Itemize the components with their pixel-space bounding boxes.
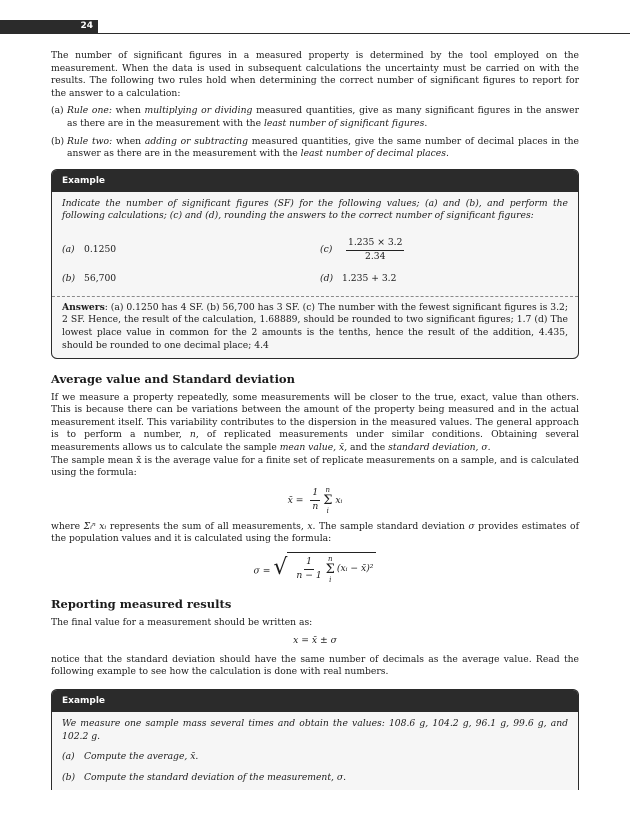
page-number-tab: [0, 20, 98, 34]
mean-formula: x̄ = $\frac{1}{n}$ n Σ i xᵢ: [287, 485, 343, 515]
rule-one-label: (a): [51, 105, 64, 117]
page-content: [51, 50, 579, 790]
rule-one: (a) Rule one: when multiplying or dividing measured quantities, give as many significant figures in the answer as there are in the measurement with the least number of significant figures.: [51, 105, 579, 129]
item-a: (a) 0.1250: [62, 243, 117, 255]
example-box-2: [51, 689, 579, 790]
item-b: (b) 56,700: [62, 273, 117, 285]
rule-two: (b) Rule two: when adding or subtracting measured quantities, give the same number of decimal places in the answer as there are in the measurement with the least number of decimal places.: [51, 135, 579, 160]
sum-symbol: n Σ i: [323, 485, 333, 515]
answers-text: Answers: (a) 0.1250 has 4 SF. (b) 56,700 has 3 SF. (c) The number with the fewest significant figures is 3.2; 2 SF. Hence, the result of the calculation, 1.68889, should be rounded to two significant figures; 1.7 (d) The lowest place value in common for the 2 amounts is the tenths, hence the result of the addition, 4.435, should be rounded to one decimal place; 4.4: [62, 301, 568, 351]
rule-one-name: Rule one:: [67, 105, 112, 117]
example2-header: Example: [52, 690, 578, 712]
example2-item-b: (b) Compute the standard deviation of the measurement, σ.: [62, 771, 347, 783]
section1-paragraph3: where Σᵢⁿ xᵢ represents the sum of all measurements, x. The sample standard deviation σ provides estimates of the population values and it is calculated using the formula:: [51, 520, 579, 545]
example2-item-a: (a) Compute the average, x̄.: [62, 751, 199, 763]
section2-paragraph1: The final value for a measurement should be written as:: [51, 616, 313, 628]
rule-two-label: (b): [51, 135, 65, 147]
section2-paragraph2: notice that the standard deviation should have the same number of decimals as the average value. Read the following example to see how the calculation is done with real numbers.: [51, 653, 579, 678]
square-root: √ $\frac{1}{n - 1}$ n Σ i (xᵢ − x̄)²: [273, 552, 376, 584]
header-rule: [98, 33, 630, 34]
page-number: 24: [80, 21, 93, 31]
item-c: (c) $\frac{1.235 \times 3.2}{2.34}$: [320, 236, 403, 262]
std-dev-formula: σ = √ $\frac{1}{n - 1}$ n Σ i (xᵢ − x̄)²: [51, 552, 579, 584]
section1-paragraph1: If we measure a property repeatedly, some measurements will be closer to the true, exact, value than others. This is because there can be variations between the amount of the property being measured and in the actual measurement itself. This variability contributes to the dispersion in the measured values. The general approach is to perform a number, n, of replicated measurements under similar conditions. Obtaining several measurements allows us to calculate the sample mean value, x̄, and the standard deviation, σ.: [51, 391, 579, 454]
result-formula: x = x̄ ± σ: [293, 635, 337, 647]
section1-paragraph2: The sample mean x̄ is the average value for a finite set of replicate measurements on a sample, and is calculated using the formula:: [51, 454, 579, 479]
example-items: [62, 237, 568, 286]
section-heading-average: Average value and Standard deviation: [51, 372, 295, 387]
fraction-c: $\frac{1.235 \times 3.2}{2.34}$: [348, 236, 403, 262]
rule-two-name: Rule two:: [67, 135, 113, 147]
example-prompt: Indicate the number of significant figures (SF) for the following values; (a) and (b), and perform the following calculations; (c) and (d), rounding the answers to the correct number of significant figures:: [62, 197, 568, 222]
example2-prompt: We measure one sample mass several times and obtain the values: 108.6 g, 104.2 g, 96.1 g, 99.6 g, and 102.2 g.: [62, 718, 568, 742]
example-header: Example: [52, 170, 578, 192]
intro-paragraph: The number of significant figures in a measured property is determined by the tool employed on the measurement. When the data is used in subsequent calculations the uncertainty must be carried on with the results. The following two rules hold when determining the correct number of significant figures to report for the answer to a calculation:: [51, 50, 579, 99]
example-box-1: [51, 169, 579, 359]
item-d: (d) 1.235 + 3.2: [320, 273, 397, 285]
section-heading-reporting: Reporting measured results: [51, 597, 232, 612]
